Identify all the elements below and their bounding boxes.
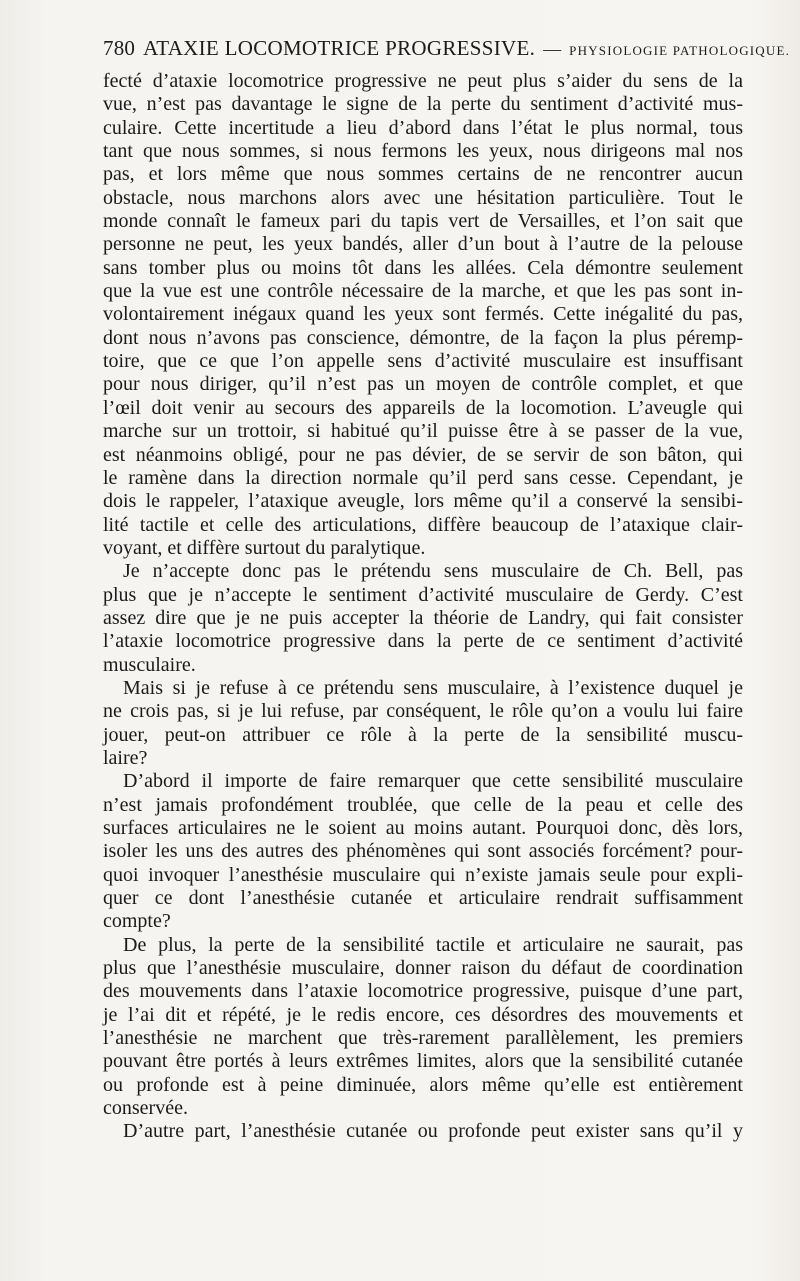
text-line: tant que nous sommes, si nous fermons les yeux, nous dirigeons mal nos bbox=[103, 140, 743, 163]
running-header bbox=[103, 36, 791, 61]
text-line: laire? bbox=[103, 746, 148, 769]
text-line: que la vue est une contrôle nécessaire de la marche, et que les pas sont in- bbox=[103, 280, 743, 303]
text-line: le ramène dans la direction normale qu’il perd sans cesse. Cependant, je bbox=[103, 466, 743, 489]
text-line: culaire. Cette incertitude a lieu d’abord dans l’état le plus normal, tous bbox=[103, 116, 743, 139]
text-line: ou profonde est à peine diminuée, alors même qu’elle est entièrement bbox=[103, 1073, 743, 1096]
paragraph bbox=[103, 560, 743, 677]
text-line: assez dire que je ne puis accepter la théorie de Landry, qui fait consister bbox=[103, 606, 743, 629]
text-line: toire, que ce que l’on appelle sens d’activité musculaire est insuffisant bbox=[103, 350, 743, 373]
text-line: compte? bbox=[103, 910, 171, 933]
text-line: voyant, et diffère surtout du paralytique. bbox=[103, 536, 426, 559]
text-line: Je n’accepte donc pas le prétendu sens musculaire de Ch. Bell, pas bbox=[123, 560, 743, 583]
text-line: l’ataxie locomotrice progressive dans la perte de ce sentiment d’activité bbox=[103, 630, 743, 653]
body-text bbox=[103, 70, 743, 1144]
text-line: D’abord il importe de faire remarquer que cette sensibilité musculaire bbox=[123, 770, 743, 793]
text-line: des mouvements dans l’ataxie locomotrice progressive, puisque d’une part, bbox=[103, 980, 743, 1003]
paragraph bbox=[103, 934, 743, 1121]
text-line: monde connaît le fameux pari du tapis vert de Versailles, et l’on sait que bbox=[103, 210, 743, 233]
text-line: isoler les uns des autres des phénomènes qui sont associés forcément? pour- bbox=[103, 840, 743, 863]
text-line: Mais si je refuse à ce prétendu sens musculaire, à l’existence duquel je bbox=[123, 676, 743, 699]
text-line: musculaire. bbox=[103, 653, 196, 676]
text-line: l’anesthésie ne marchent que très-rarement parallèlement, les premiers bbox=[103, 1027, 743, 1050]
text-line: fecté d’ataxie locomotrice progressive ne peut plus s’aider du sens de la bbox=[103, 70, 743, 92]
text-line: quer ce dont l’anesthésie cutanée et articulaire rendrait suffisamment bbox=[103, 887, 743, 910]
paragraph bbox=[103, 70, 743, 560]
paragraph bbox=[103, 677, 743, 770]
text-line: est néanmoins obligé, pour ne pas dévier, de se servir de son bâton, qui bbox=[103, 443, 743, 466]
text-line: D’autre part, l’anesthésie cutanée ou profonde peut exister sans qu’il y bbox=[123, 1120, 743, 1143]
paragraph bbox=[103, 770, 743, 933]
text-line: ne crois pas, si je lui refuse, par conséquent, le rôle qu’on a voulu lui faire bbox=[103, 700, 743, 723]
text-line: vue, n’est pas davantage le signe de la perte du sentiment d’activité mus- bbox=[103, 93, 743, 116]
text-line: dois le rappeler, l’ataxique aveugle, lors même qu’il a conservé la sensibi- bbox=[103, 490, 743, 513]
text-line: personne ne peut, les yeux bandés, aller d’un bout à l’autre de la pelouse bbox=[103, 233, 743, 256]
text-line: quoi invoquer l’anesthésie musculaire qui n’existe jamais seule pour expli- bbox=[103, 863, 743, 886]
text-line: dont nous n’avons pas conscience, démontre, de la façon la plus péremp- bbox=[103, 326, 743, 349]
text-line: plus que l’anesthésie musculaire, donner raison du défaut de coordination bbox=[103, 957, 743, 980]
text-line: sans tomber plus ou moins tôt dans les allées. Cela démontre seulement bbox=[103, 256, 743, 279]
text-line: l’œil doit venir au secours des appareils de la locomotion. L’aveugle qui bbox=[103, 396, 743, 419]
paragraph bbox=[103, 1120, 743, 1143]
text-line: je l’ai dit et répété, je le redis encore, ces désordres des mouvements et bbox=[103, 1003, 743, 1026]
text-line: pas, et lors même que nous sommes certains de ne rencontrer aucun bbox=[103, 163, 743, 186]
text-line: jouer, peut-on attribuer ce rôle à la perte de la sensibilité muscu- bbox=[103, 723, 743, 746]
running-section: PHYSIOLOGIE PATHOLOGIQUE. bbox=[569, 43, 791, 58]
text-line: plus que je n’accepte le sentiment d’activité musculaire de Gerdy. C’est bbox=[103, 583, 743, 606]
text-line: obstacle, nous marchons alors avec une hésitation particulière. Tout le bbox=[103, 186, 743, 209]
page-number: 780 bbox=[103, 36, 136, 60]
text-line: surfaces articulaires ne le soient au moins autant. Pourquoi donc, dès lors, bbox=[103, 817, 743, 839]
text-line: pour nous diriger, qu’il n’est pas un moyen de contrôle complet, et que bbox=[103, 373, 743, 396]
text-line: lité tactile et celle des articulations, diffère beaucoup de l’ataxique clair- bbox=[103, 513, 743, 536]
text-line: De plus, la perte de la sensibilité tactile et articulaire ne saurait, pas bbox=[123, 933, 743, 956]
text-line: n’est jamais profondément troublée, que celle de la peau et celle des bbox=[103, 793, 743, 816]
text-line: volontairement inégaux quand les yeux sont fermés. Cette inégalité du pas, bbox=[103, 303, 743, 326]
text-line: pouvant être portés à leurs extrêmes limites, alors que la sensibilité cutanée bbox=[103, 1050, 743, 1073]
text-line: marche sur un trottoir, si habitué qu’il puisse être à se passer de la vue, bbox=[103, 420, 743, 443]
running-title: ATAXIE LOCOMOTRICE PROGRESSIVE. bbox=[143, 36, 536, 60]
header-dash: — bbox=[543, 39, 562, 59]
text-line: conservée. bbox=[103, 1097, 188, 1120]
